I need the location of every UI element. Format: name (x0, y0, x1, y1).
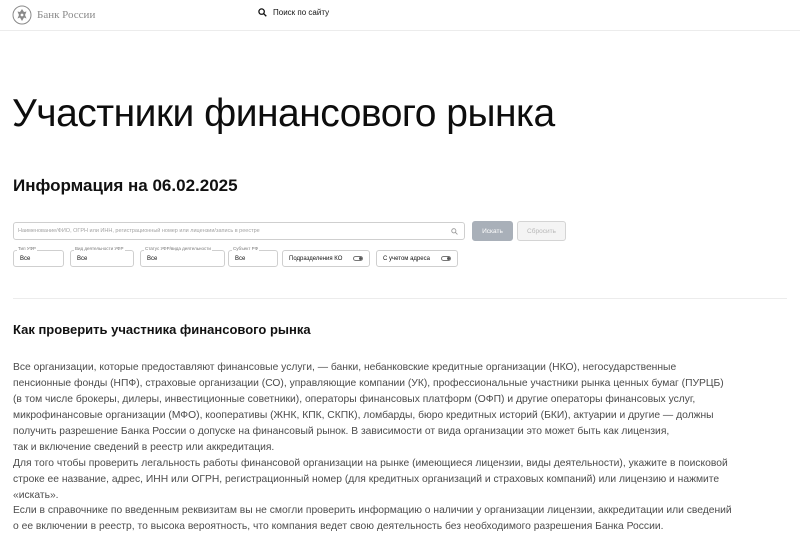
filter-value: Все (147, 256, 158, 262)
body-line: так и включение сведений в реестр или аккредитация. (13, 441, 275, 453)
body-line: Для того чтобы проверить легальность работы финансовой организации на рынке (имеющиеся лицензии, виды деятельности), укажите в поисковой (13, 457, 728, 469)
bank-emblem-icon (12, 5, 32, 25)
filter-value: Все (20, 256, 31, 262)
filter-value: Все (77, 256, 88, 262)
filter-caption: Статус УФР/вида деятельности (145, 246, 211, 251)
toggle-label: С учетом адреса (383, 256, 430, 262)
body-line: Если в справочнике по введенным реквизитам вы не смогли проверить информацию о наличии у организации лицензии, аккредитации или сведений (13, 505, 732, 517)
reset-button[interactable]: Сбросить (517, 221, 566, 241)
body-line: о ее включении в реестр, то высока вероятность, что компания ведет свою деятельность без необходимого разрешения Банка России. (13, 521, 664, 533)
section-heading: Как проверить участника финансового рынка (13, 322, 311, 337)
body-line: «искать». (13, 489, 59, 501)
registry-search-input[interactable] (18, 224, 448, 238)
info-date: Информация на 06.02.2025 (13, 176, 238, 195)
body-line: микрофинансовые организации (МФО), кооперативы (ЖНК, КПК, СКПК), ломбарды, бюро кредитных историй (БКИ), актуарии и другие — должны (13, 409, 714, 421)
toggle-switch[interactable] (353, 256, 363, 261)
search-icon (258, 8, 267, 17)
section-divider (13, 298, 787, 299)
toggle-address[interactable] (376, 250, 458, 267)
toggle-branches[interactable] (282, 250, 370, 267)
filter-value: Все (235, 256, 246, 262)
registry-search-box[interactable] (13, 222, 465, 240)
site-search-label: Поиск по сайту (273, 8, 330, 17)
bank-logo[interactable] (12, 5, 95, 25)
site-search-link[interactable] (258, 8, 329, 17)
filter-status[interactable] (140, 246, 225, 267)
filter-activity-type[interactable] (70, 246, 134, 267)
body-line: пенсионные фонды (НПФ), страховые организации (СО), управляющие компании (УК), профессиональные участники рынка ценных бумаг (ПУРЦБ) (13, 377, 724, 389)
search-button[interactable]: Искать (472, 221, 513, 241)
body-line: получить разрешение Банка России о допуске на финансовый рынок. В зависимости от вида организации это может быть как лицензия, (13, 425, 670, 437)
search-field-icon (451, 228, 458, 235)
logo-text: Банк России (37, 9, 96, 21)
body-line: строке ее название, адрес, ИНН или ОГРН, регистрационный номер (для кредитных организаций и страховых компаний) или лицензию и нажмите (13, 473, 720, 485)
filter-participant-type[interactable] (13, 246, 64, 267)
section-body (13, 360, 800, 535)
filter-caption: Вид деятельности УФР (75, 246, 124, 251)
toggle-label: Подразделения КО (289, 256, 343, 262)
body-line: Все организации, которые предоставляют финансовые услуги, — банки, небанковские кредитные организации (НКО), негосударственные (13, 362, 677, 373)
page-title: Участники финансового рынка (12, 92, 555, 135)
filter-caption: Субъект РФ (233, 246, 258, 251)
body-line: (в том числе брокеры, дилеры, инвестиционные советники), операторы финансовых платформ (ОФП) и другие операторы финансовых услуг, (13, 393, 696, 405)
filter-region[interactable] (228, 246, 278, 267)
toggle-switch[interactable] (441, 256, 451, 261)
filter-caption: Тип УФР (18, 246, 36, 251)
site-header (0, 0, 800, 31)
